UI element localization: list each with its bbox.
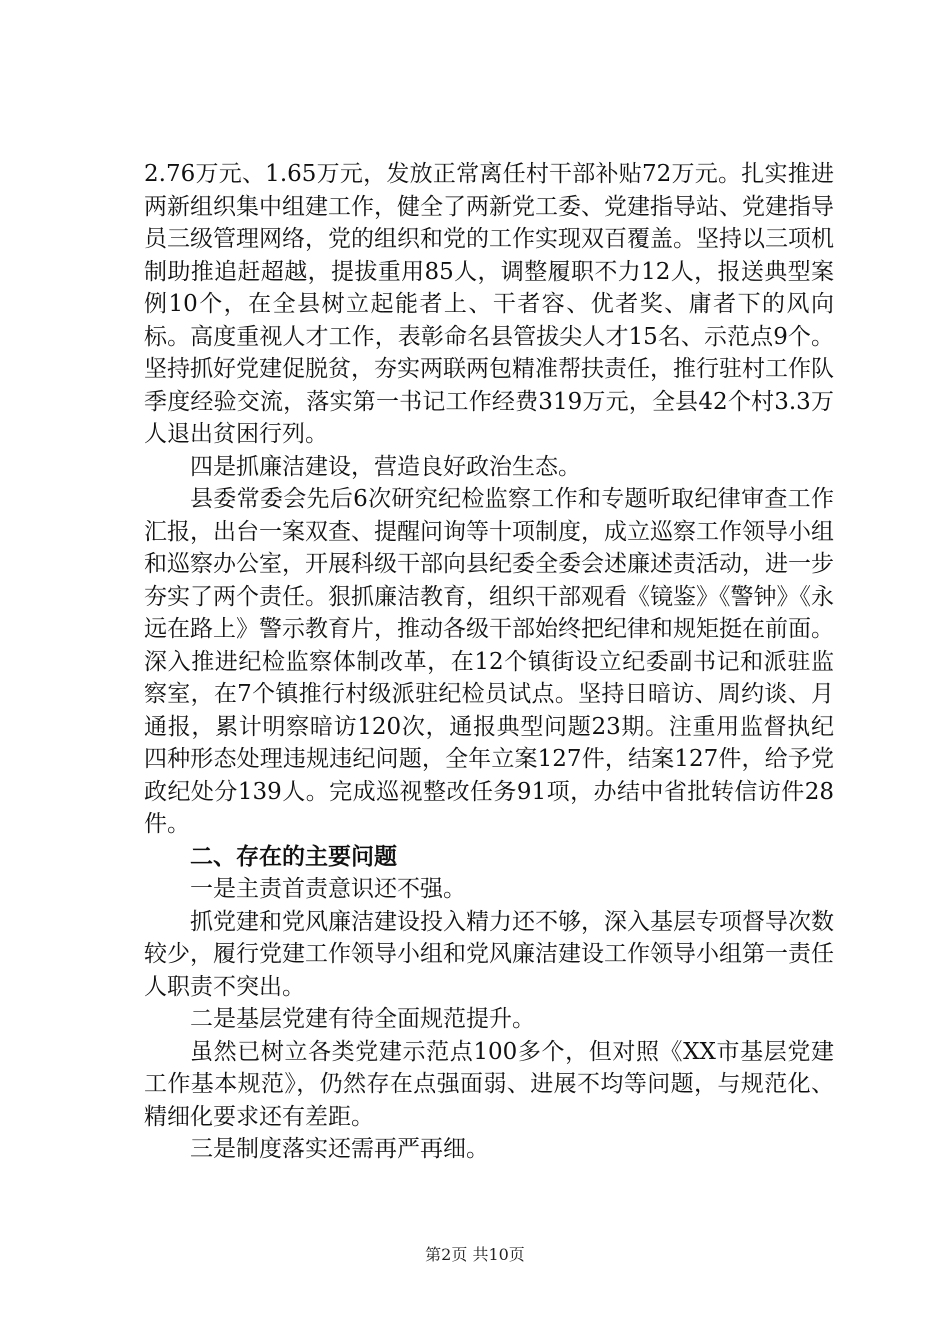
paragraph-7: 二是基层党建有待全面规范提升。	[190, 1006, 535, 1032]
paragraph-8: 虽然已树立各类党建示范点100多个，但对照《XX市基层党建工作基本规范》，仍然存在点强面弱、进展不均等问题，与规范化、精细化要求还有差距。	[144, 1038, 834, 1130]
document-body	[144, 158, 834, 1166]
section-heading: 二、存在的主要问题	[190, 843, 397, 870]
page-footer: 第2页 共10页	[425, 1245, 525, 1264]
paragraph-3: 县委常委会先后6次研究纪检监察工作和专题听取纪律审查工作汇报，出台一案双查、提醒问询等十项制度，成立巡察工作领导小组和巡察办公室，开展科级干部向县纪委全委会述廉述责活动，进一步夯实了两个责任。狠抓廉洁教育，组织干部观看《镜鉴》《警钟》《永远在路上》警示教育片，推动各级干部始终把纪律和规矩挺在前面。深入推进纪检监察体制改革，在12个镇街设立纪委副书记和派驻监察室，在7个镇推行村级派驻纪检员试点。坚持日暗访、周约谈、月通报，累计明察暗访120次，通报典型问题23期。注重用监督执纪四种形态处理违规违纪问题，全年立案127件，结案127件，给予党政纪处分139人。完成巡视整改任务91项，办结中省批转信访件28件。	[144, 486, 834, 837]
paragraph-1: 2.76万元、1.65万元，发放正常离任村干部补贴72万元。扎实推进两新组织集中组建工作，健全了两新党工委、党建指导站、党建指导员三级管理网络，党的组织和党的工作实现双百覆盖。坚持以三项机制助推追赶超越，提拔重用85人，调整履职不力12人，报送典型案例10个，在全县树立起能者上、干者容、优者奖、庸者下的风向标。高度重视人才工作，表彰命名县管拔尖人才15名、示范点9个。坚持抓好党建促脱贫，夯实两联两包精准帮扶责任，推行驻村工作队季度经验交流，落实第一书记工作经费319万元，全县42个村3.3万人退出贫困行列。	[144, 161, 834, 447]
paragraph-5: 一是主责首责意识还不强。	[190, 876, 466, 902]
paragraph-6: 抓党建和党风廉洁建设投入精力还不够，深入基层专项督导次数较少，履行党建工作领导小组和党风廉洁建设工作领导小组第一责任人职责不突出。	[144, 908, 834, 1000]
paragraph-2: 四是抓廉洁建设，营造良好政治生态。	[190, 453, 581, 480]
paragraph-9: 三是制度落实还需再严再细。	[190, 1136, 489, 1162]
